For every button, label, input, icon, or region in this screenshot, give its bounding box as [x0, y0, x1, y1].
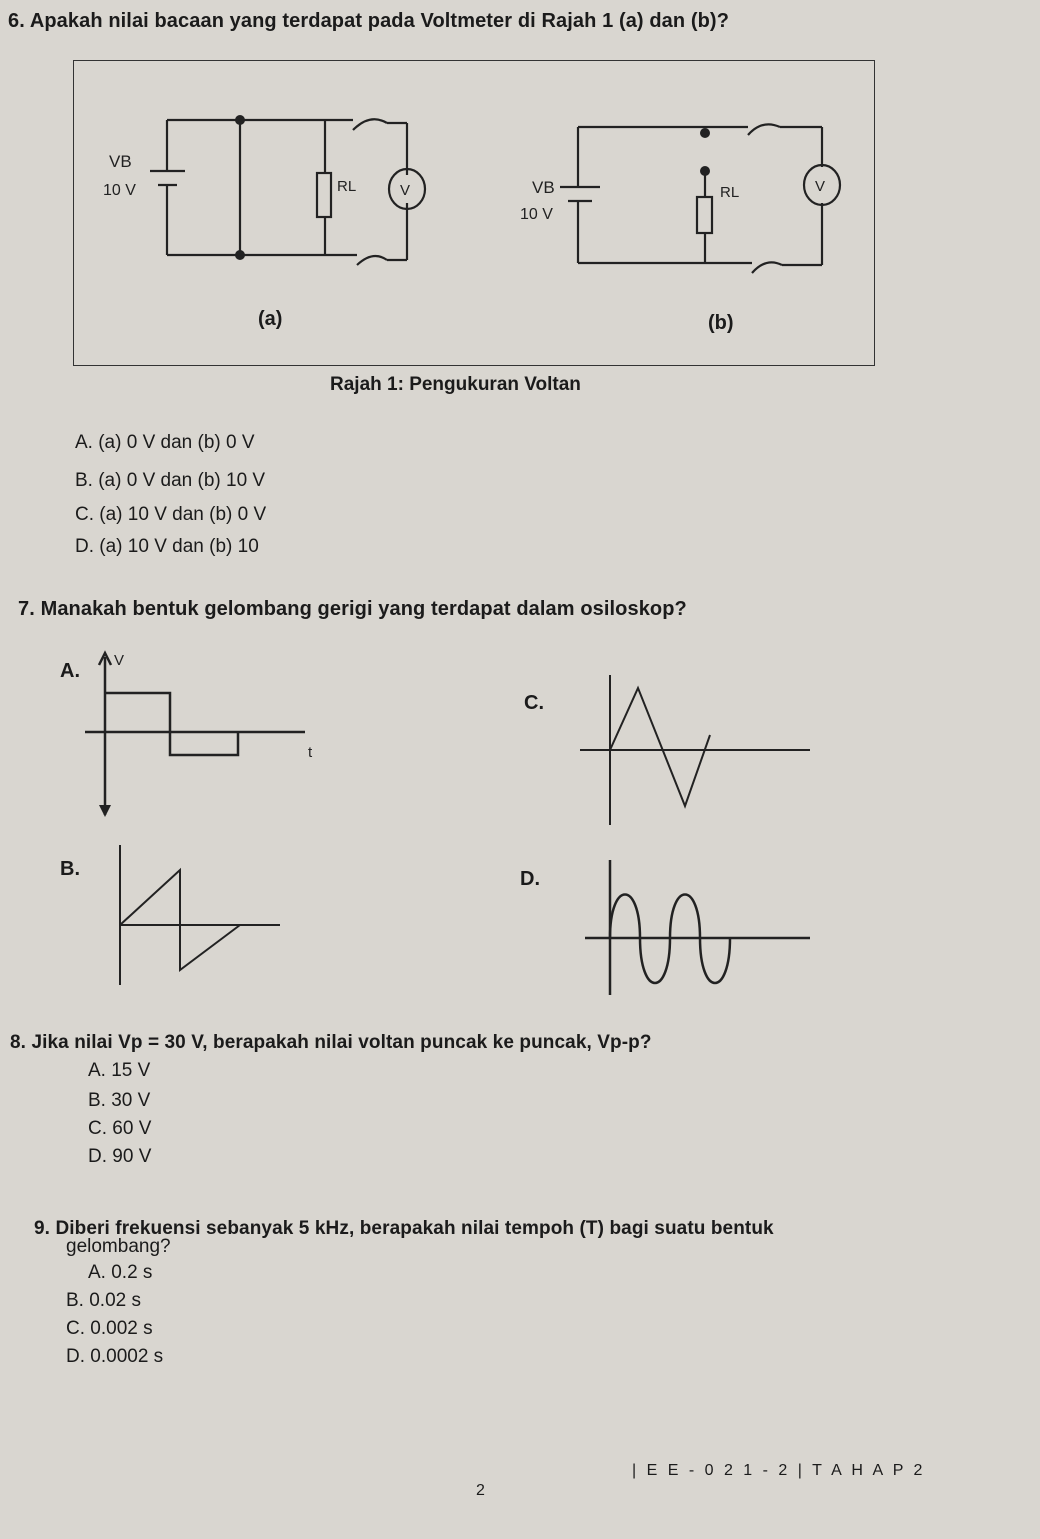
- waveform-label-b: B.: [60, 858, 80, 880]
- question-text-line1: Diberi frekuensi sebanyak 5 kHz, berapakah nilai tempoh (T) bagi suatu bentuk: [55, 1218, 774, 1239]
- page-number: 2: [476, 1482, 485, 1499]
- junction-dot: [700, 128, 710, 138]
- option-b: B. 30 V: [88, 1090, 151, 1111]
- waveform-label-a: A.: [60, 660, 80, 682]
- question-number: 6.: [8, 10, 25, 32]
- waveform-c-triangle: [580, 660, 820, 830]
- waveform-a-square: [80, 645, 340, 820]
- question-6: [8, 10, 729, 33]
- waveform-label-c: C.: [524, 692, 544, 714]
- question-text: Jika nilai Vp = 30 V, berapakah nilai voltan puncak ke puncak, Vp-p?: [31, 1032, 652, 1053]
- junction-dot: [235, 250, 245, 260]
- switch-bottom: [752, 262, 782, 273]
- question-number: 9.: [34, 1218, 51, 1239]
- waveform-b-sawtooth: [95, 830, 295, 990]
- option-c: C. 0.002 s: [66, 1318, 153, 1339]
- switch-top: [353, 119, 387, 130]
- voltage-label: 10 V: [103, 182, 136, 199]
- question-8: [10, 1032, 652, 1054]
- figure-caption: Rajah 1: Pengukuran Voltan: [330, 374, 581, 395]
- meter-label: V: [815, 178, 826, 195]
- footer-code: | E E - 0 2 1 - 2 | T A H A P 2: [632, 1462, 926, 1479]
- voltage-label: 10 V: [520, 206, 553, 223]
- vb-label: VB: [109, 152, 132, 171]
- circuit-b: [500, 105, 860, 305]
- question-7: [18, 598, 687, 621]
- axis-v-label: V: [114, 652, 125, 669]
- option-d: D. (a) 10 V dan (b) 10: [75, 536, 259, 557]
- rl-label: RL: [720, 184, 740, 201]
- option-d: D. 90 V: [88, 1146, 152, 1167]
- junction-dot: [700, 166, 710, 176]
- vb-label: VB: [532, 178, 555, 197]
- switch-top: [748, 124, 780, 135]
- question-text: Apakah nilai bacaan yang terdapat pada Voltmeter di Rajah 1 (a) dan (b)?: [29, 10, 730, 32]
- meter-label: V: [400, 182, 411, 199]
- figure-label-a: (a): [258, 308, 283, 330]
- option-c: C. (a) 10 V dan (b) 0 V: [75, 504, 267, 525]
- option-a: A. 0.2 s: [88, 1262, 153, 1283]
- rl-label: RL: [337, 178, 357, 195]
- option-d: D. 0.0002 s: [66, 1346, 164, 1367]
- option-b: B. (a) 0 V dan (b) 10 V: [75, 470, 266, 491]
- question-number: 8.: [10, 1032, 27, 1053]
- option-c: C. 60 V: [88, 1118, 152, 1139]
- question-number: 7.: [18, 598, 35, 620]
- question-text-line2: gelombang?: [66, 1236, 171, 1257]
- option-b: B. 0.02 s: [66, 1290, 141, 1311]
- waveform-label-d: D.: [520, 868, 540, 890]
- option-a: A. 15 V: [88, 1060, 151, 1081]
- waveform-d-sine: [585, 850, 825, 1000]
- resistor-rl: [317, 173, 331, 217]
- option-a: A. (a) 0 V dan (b) 0 V: [75, 432, 255, 453]
- figure-label-b: (b): [708, 312, 734, 334]
- resistor-rl: [697, 197, 712, 233]
- junction-dot: [235, 115, 245, 125]
- switch-bottom: [357, 256, 387, 265]
- question-text: Manakah bentuk gelombang gerigi yang terdapat dalam osiloskop?: [40, 598, 687, 620]
- axis-t-label: t: [308, 744, 313, 761]
